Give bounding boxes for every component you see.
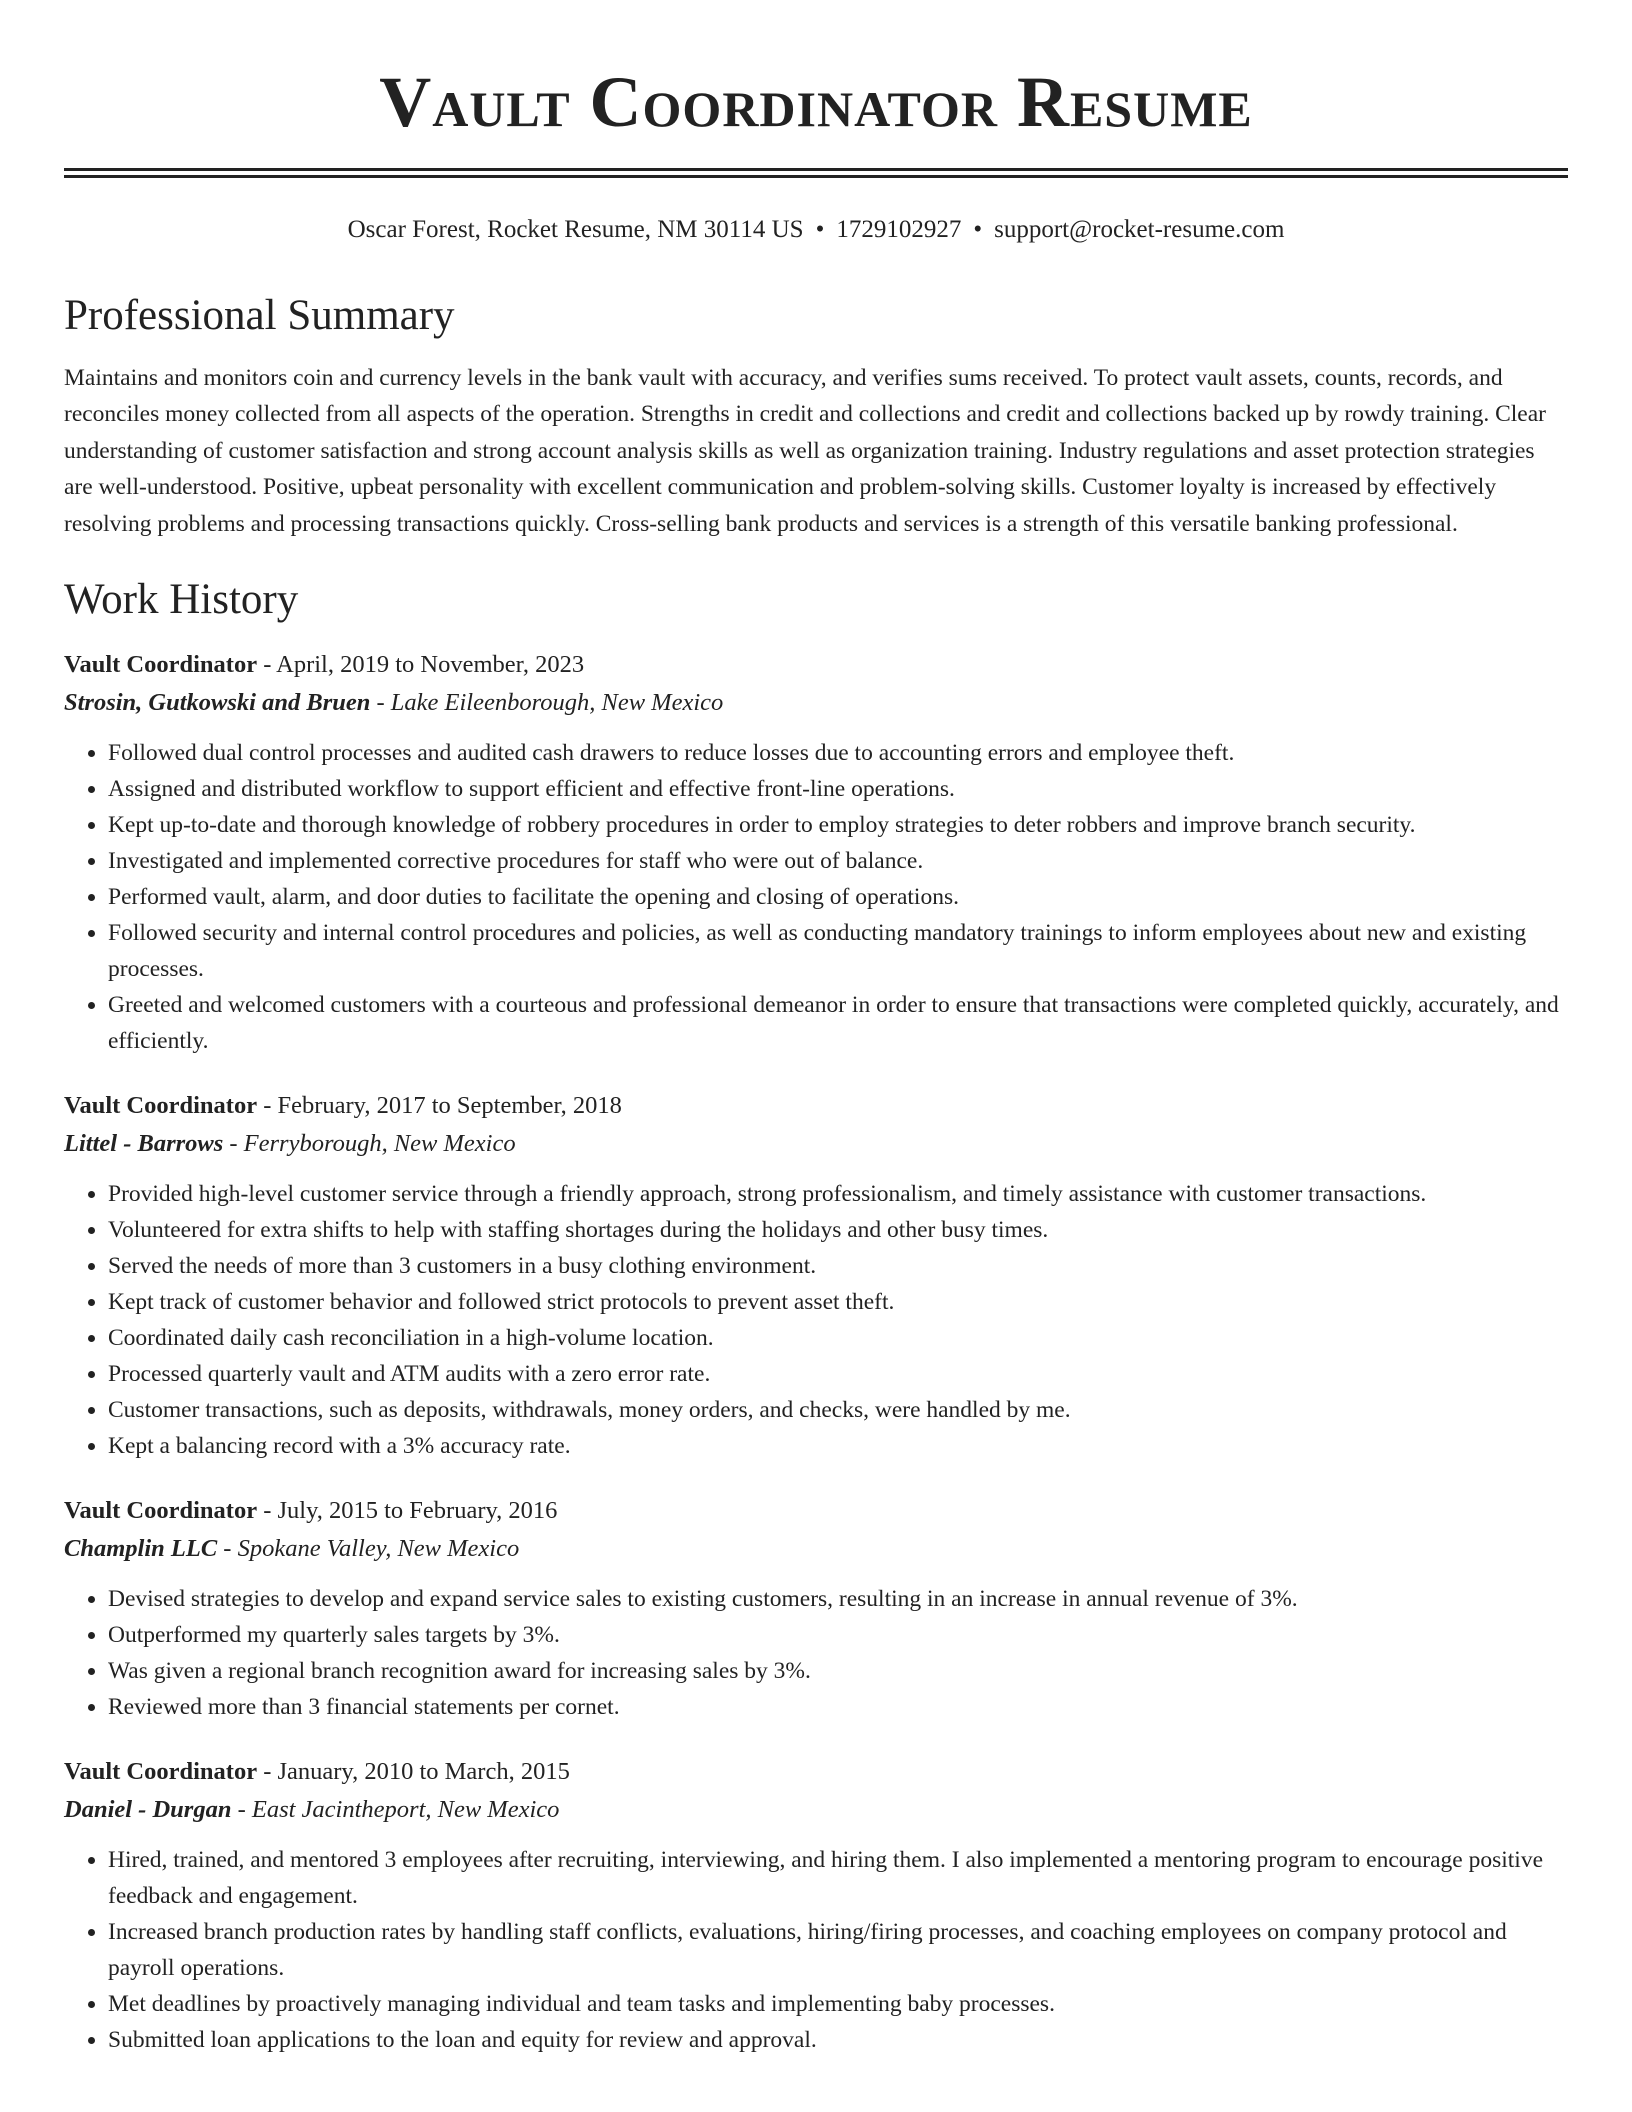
work-history-list [64, 646, 1568, 2058]
job-entry [64, 1492, 1568, 1725]
summary-heading: Professional Summary [64, 292, 455, 339]
duty-item: • Outperformed my quarterly sales targets by 3%. [108, 1617, 1568, 1653]
duty-item: • Followed dual control processes and audited cash drawers to reduce losses due to accounting errors and employee theft. [108, 735, 1568, 771]
company-location: - Lake Eileenborough, New Mexico [370, 689, 724, 717]
job-title: Vault Coordinator [64, 1497, 258, 1525]
work-history-heading: Work History [64, 576, 299, 624]
job-entry [64, 1753, 1568, 2058]
duty-item: • Customer transactions, such as deposits, withdrawals, money orders, and checks, were handled by me. [108, 1392, 1568, 1428]
summary-text: Maintains and monitors coin and currency levels in the bank vault with accuracy, and verifies sums received. To protect vault assets, counts, records, and reconciles money collected from all aspects of the operation. Strengths in credit and collections and credit and collections backed up by rowdy training. Clear understanding of customer satisfaction and strong account analysis skills as well as organization training. Industry regulations and asset protection strategies are well-understood. Positive, upbeat personality with excellent communication and problem-solving skills. Customer loyalty is increased by effectively resolving problems and processing transactions quickly. Cross-selling bank products and services is a strength of this versatile banking professional. [64, 365, 1546, 537]
company-name: Daniel - Durgan [64, 1796, 232, 1824]
duty-item: • Greeted and welcomed customers with a courteous and professional demeanor in order to ensure that transactions were completed quickly, accurately, and efficiently. [108, 987, 1568, 1059]
title-divider [64, 168, 1568, 178]
contact-phone: 1729102927 [836, 216, 962, 243]
duty-item: • Assigned and distributed workflow to support efficient and effective front-line operations. [108, 771, 1568, 807]
duty-item: • Served the needs of more than 3 customers in a busy clothing environment. [108, 1248, 1568, 1284]
job-employer [64, 1125, 1568, 1163]
duty-item: • Was given a regional branch recognition award for increasing sales by 3%. [108, 1653, 1568, 1689]
job-header [64, 1492, 1568, 1530]
page-title: Vault Coordinator Resume [379, 62, 1253, 142]
duty-item: • Reviewed more than 3 financial statements per cornet. [108, 1689, 1568, 1725]
job-title: Vault Coordinator [64, 651, 258, 679]
duty-item: • Followed security and internal control procedures and policies, as well as conducting mandatory trainings to inform employees about new and existing processes. [108, 915, 1568, 987]
job-header [64, 1753, 1568, 1791]
job-title: Vault Coordinator [64, 1092, 258, 1120]
contact-separator: • [815, 216, 825, 243]
job-title: Vault Coordinator [64, 1758, 258, 1786]
job-dates: - January, 2010 to March, 2015 [257, 1758, 570, 1786]
job-entry [64, 1087, 1568, 1464]
job-entry [64, 646, 1568, 1059]
job-dates: - February, 2017 to September, 2018 [257, 1092, 622, 1120]
duty-item: • Processed quarterly vault and ATM audits with a zero error rate. [108, 1356, 1568, 1392]
job-header [64, 646, 1568, 684]
duty-list [64, 1581, 1568, 1725]
duty-item: • Kept up-to-date and thorough knowledge of robbery procedures in order to employ strategies to deter robbers and improve branch security. [108, 807, 1568, 843]
duty-item: • Kept track of customer behavior and followed strict protocols to prevent asset theft. [108, 1284, 1568, 1320]
duty-item: • Submitted loan applications to the loan and equity for review and approval. [108, 2022, 1568, 2058]
duty-item: • Volunteered for extra shifts to help with staffing shortages during the holidays and other busy times. [108, 1212, 1568, 1248]
duty-item: • Investigated and implemented corrective procedures for staff who were out of balance. [108, 843, 1568, 879]
job-employer [64, 1791, 1568, 1829]
duty-item: • Devised strategies to develop and expand service sales to existing customers, resulting in an increase in annual revenue of 3%. [108, 1581, 1568, 1617]
duty-item: • Increased branch production rates by handling staff conflicts, evaluations, hiring/firing processes, and coaching employees on company protocol and payroll operations. [108, 1914, 1568, 1986]
company-location: - Spokane Valley, New Mexico [217, 1535, 520, 1563]
duty-item: • Performed vault, alarm, and door duties to facilitate the opening and closing of operations. [108, 879, 1568, 915]
contact-line [64, 214, 1568, 246]
job-dates: - July, 2015 to February, 2016 [257, 1497, 558, 1525]
duty-item: • Coordinated daily cash reconciliation in a high-volume location. [108, 1320, 1568, 1356]
duty-list [64, 1842, 1568, 2058]
job-employer [64, 684, 1568, 722]
duty-list [64, 735, 1568, 1059]
duty-item: • Kept a balancing record with a 3% accuracy rate. [108, 1428, 1568, 1464]
contact-email: support@rocket-resume.com [994, 216, 1285, 243]
duty-item: • Hired, trained, and mentored 3 employees after recruiting, interviewing, and hiring them. I also implemented a mentoring program to encourage positive feedback and engagement. [108, 1842, 1568, 1914]
company-location: - Ferryborough, New Mexico [223, 1130, 516, 1158]
job-employer [64, 1530, 1568, 1568]
duty-item: • Provided high-level customer service through a friendly approach, strong professionalism, and timely assistance with customer transactions. [108, 1176, 1568, 1212]
company-name: Champlin LLC [64, 1535, 218, 1563]
company-name: Littel - Barrows [64, 1130, 224, 1158]
company-name: Strosin, Gutkowski and Bruen [64, 689, 371, 717]
contact-address: Oscar Forest, Rocket Resume, NM 30114 US [347, 216, 804, 243]
job-header [64, 1087, 1568, 1125]
duty-item: • Met deadlines by proactively managing individual and team tasks and implementing baby processes. [108, 1986, 1568, 2022]
company-location: - East Jacintheport, New Mexico [231, 1796, 560, 1824]
duty-list [64, 1176, 1568, 1464]
job-dates: - April, 2019 to November, 2023 [257, 651, 585, 679]
contact-separator: • [973, 216, 983, 243]
